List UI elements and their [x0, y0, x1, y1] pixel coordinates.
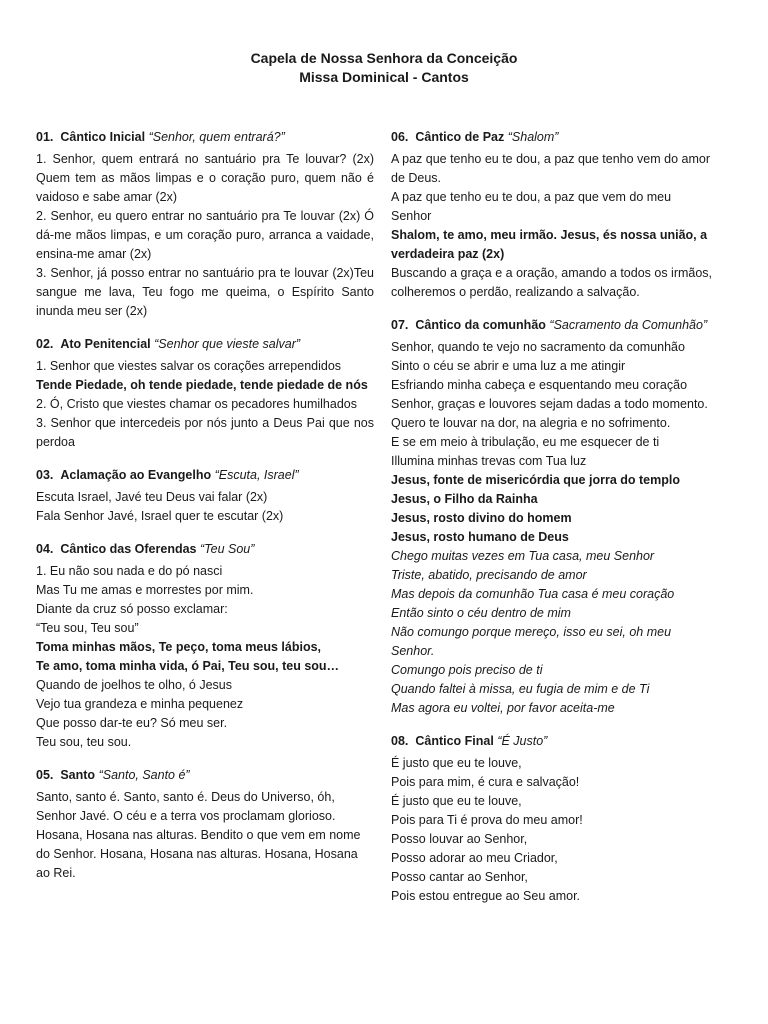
song-name: Cântico de Paz — [415, 130, 505, 144]
song-subtitle: “Senhor, quem entrará?” — [148, 130, 285, 144]
song-subtitle: “Senhor que vieste salvar” — [154, 337, 301, 351]
lyric-line: Jesus, fonte de misericórdia que jorra do templo — [391, 473, 680, 487]
lyric-line: É justo que eu te louve, — [391, 756, 522, 770]
lyric-line: Te amo, toma minha vida, ó Pai, Teu sou, teu sou… — [36, 659, 340, 673]
lyric-line: A paz que tenho eu te dou, a paz que vem do meu Senhor — [391, 190, 672, 223]
song-name: Aclamação ao Evangelho — [60, 468, 212, 482]
song-heading — [36, 128, 374, 147]
song-number: 03. — [36, 468, 54, 482]
left-column — [36, 128, 374, 897]
lyric-line: Comungo pois preciso de ti — [391, 663, 543, 677]
lyric-line: Jesus, rosto humano de Deus — [391, 530, 569, 544]
lyric-line: Fala Senhor Javé, Israel quer te escutar (2x) — [36, 509, 284, 523]
lyric-line: Posso adorar ao meu Criador, — [391, 851, 558, 865]
lyric-line: Não comungo porque mereço, isso eu sei, oh meu Senhor. — [391, 625, 672, 658]
lyric-line: Santo, santo é. Santo, santo é. Deus do Universo, óh, Senhor Javé. O céu e a terra vos proclamam glorioso. Hosana, Hosana nas alturas. Bendito o que vem em nome do Senhor. Hosana, Hosana nas alturas. Hosana, Hosana ao Rei. — [36, 790, 361, 880]
song-heading — [391, 316, 713, 335]
lyric-line: 2. Ó, Cristo que viestes chamar os pecadores humilhados — [36, 397, 357, 411]
song-heading — [36, 540, 374, 559]
song-section — [36, 540, 374, 752]
lyric-line: Quando faltei à missa, eu fugia de mim e de Ti — [391, 682, 650, 696]
lyric-line: Quero te louvar na dor, na alegria e no sofrimento. — [391, 416, 671, 430]
lyric-line: 1. Senhor, quem entrará no santuário pra Te louvar? (2x) Quem tem as mãos limpas e o coração puro, quem não é vaidoso e sabe amar (2x) — [36, 152, 374, 204]
lyric-line: Tende Piedade, oh tende piedade, tende piedade de nós — [36, 378, 368, 392]
lyric-line: Pois estou entregue ao Seu amor. — [391, 889, 581, 903]
song-subtitle: “É Justo” — [497, 734, 548, 748]
song-number: 01. — [36, 130, 54, 144]
song-heading — [391, 732, 713, 751]
lyric-line: Posso louvar ao Senhor, — [391, 832, 528, 846]
song-number: 05. — [36, 768, 54, 782]
song-subtitle: “Shalom” — [507, 130, 559, 144]
song-name: Cântico Final — [415, 734, 494, 748]
page-subtitle: Missa Dominical - Cantos — [299, 69, 469, 85]
lyric-line: 3. Senhor que intercedeis por nós junto a Deus Pai que nos perdoa — [36, 416, 374, 449]
lyric-line: 1. Eu não sou nada e do pó nasci — [36, 564, 223, 578]
lyric-line: Senhor, graças e louvores sejam dadas a todo momento. — [391, 397, 708, 411]
lyric-line: Quando de joelhos te olho, ó Jesus — [36, 678, 232, 692]
song-number: 06. — [391, 130, 409, 144]
page-header — [0, 49, 768, 87]
lyric-line: Buscando a graça e a oração, amando a todos os irmãos, colheremos o perdão, realizando a salvação. — [391, 266, 713, 299]
lyric-line: Mas Tu me amas e morrestes por mim. — [36, 583, 254, 597]
song-section — [36, 128, 374, 321]
lyric-line: Triste, abatido, precisando de amor — [391, 568, 587, 582]
song-section — [36, 466, 374, 526]
song-heading — [391, 128, 713, 147]
lyric-line: Mas depois da comunhão Tua casa é meu coração — [391, 587, 675, 601]
lyric-line: É justo que eu te louve, — [391, 794, 522, 808]
song-section — [391, 732, 713, 906]
lyric-line: 3. Senhor, já posso entrar no santuário pra te louvar (2x)Teu sangue me lava, Teu fogo me queima, o Espírito Santo inunda meu ser (2x) — [36, 266, 374, 318]
lyric-line: Jesus, rosto divino do homem — [391, 511, 572, 525]
lyric-line: Toma minhas mãos, Te peço, toma meus lábios, — [36, 640, 322, 654]
song-name: Cântico da comunhão — [415, 318, 546, 332]
lyric-line: Diante da cruz só posso exclamar: — [36, 602, 228, 616]
song-number: 04. — [36, 542, 54, 556]
lyric-line: 2. Senhor, eu quero entrar no santuário pra Te louvar (2x) Ó dá-me mãos limpas, e um coração puro, arranca a vaidade, ensina-me amar (2x) — [36, 209, 374, 261]
lyric-line: Que posso dar-te eu? Só meu ser. — [36, 716, 228, 730]
song-subtitle: “Teu Sou” — [199, 542, 255, 556]
song-section — [391, 128, 713, 302]
song-name: Ato Penitencial — [60, 337, 151, 351]
song-subtitle: “Escuta, Israel” — [214, 468, 299, 482]
lyric-line: Escuta Israel, Javé teu Deus vai falar (2x) — [36, 490, 268, 504]
lyric-line: A paz que tenho eu te dou, a paz que tenho vem do amor de Deus. — [391, 152, 710, 185]
lyric-line: 1. Senhor que viestes salvar os corações arrependidos — [36, 359, 342, 373]
lyric-line: Chego muitas vezes em Tua casa, meu Senhor — [391, 549, 655, 563]
song-number: 07. — [391, 318, 409, 332]
song-name: Santo — [60, 768, 96, 782]
lyric-line: Shalom, te amo, meu irmão. Jesus, és nossa união, a verdadeira paz (2x) — [391, 228, 708, 261]
lyric-line: Pois para mim, é cura e salvação! — [391, 775, 580, 789]
lyric-line: Teu sou, teu sou. — [36, 735, 132, 749]
song-name: Cântico das Oferendas — [60, 542, 197, 556]
song-subtitle: “Sacramento da Comunhão” — [549, 318, 708, 332]
lyric-line: Vejo tua grandeza e minha pequenez — [36, 697, 244, 711]
lyric-line: “Teu sou, Teu sou” — [36, 621, 139, 635]
song-section — [36, 766, 374, 883]
lyric-line: Esfriando minha cabeça e esquentando meu coração — [391, 378, 688, 392]
lyric-line: Illumina minhas trevas com Tua luz — [391, 454, 587, 468]
song-number: 08. — [391, 734, 409, 748]
lyric-line: Pois para Ti é prova do meu amor! — [391, 813, 583, 827]
song-section — [391, 316, 713, 718]
lyric-line: Então sinto o céu dentro de mim — [391, 606, 571, 620]
song-name: Cântico Inicial — [60, 130, 146, 144]
lyric-line: Jesus, o Filho da Rainha — [391, 492, 538, 506]
lyric-line: E se em meio à tribulação, eu me esquecer de ti — [391, 435, 660, 449]
song-section — [36, 335, 374, 452]
lyric-line: Senhor, quando te vejo no sacramento da comunhão — [391, 340, 685, 354]
song-heading — [36, 766, 374, 785]
page-title: Capela de Nossa Senhora da Conceição — [250, 50, 518, 66]
lyric-line: Posso cantar ao Senhor, — [391, 870, 528, 884]
song-heading — [36, 335, 374, 354]
song-heading — [36, 466, 374, 485]
right-column — [391, 128, 713, 920]
song-subtitle: “Santo, Santo é” — [98, 768, 190, 782]
lyric-line: Mas agora eu voltei, por favor aceita-me — [391, 701, 615, 715]
lyric-line: Sinto o céu se abrir e uma luz a me atingir — [391, 359, 626, 373]
song-number: 02. — [36, 337, 54, 351]
